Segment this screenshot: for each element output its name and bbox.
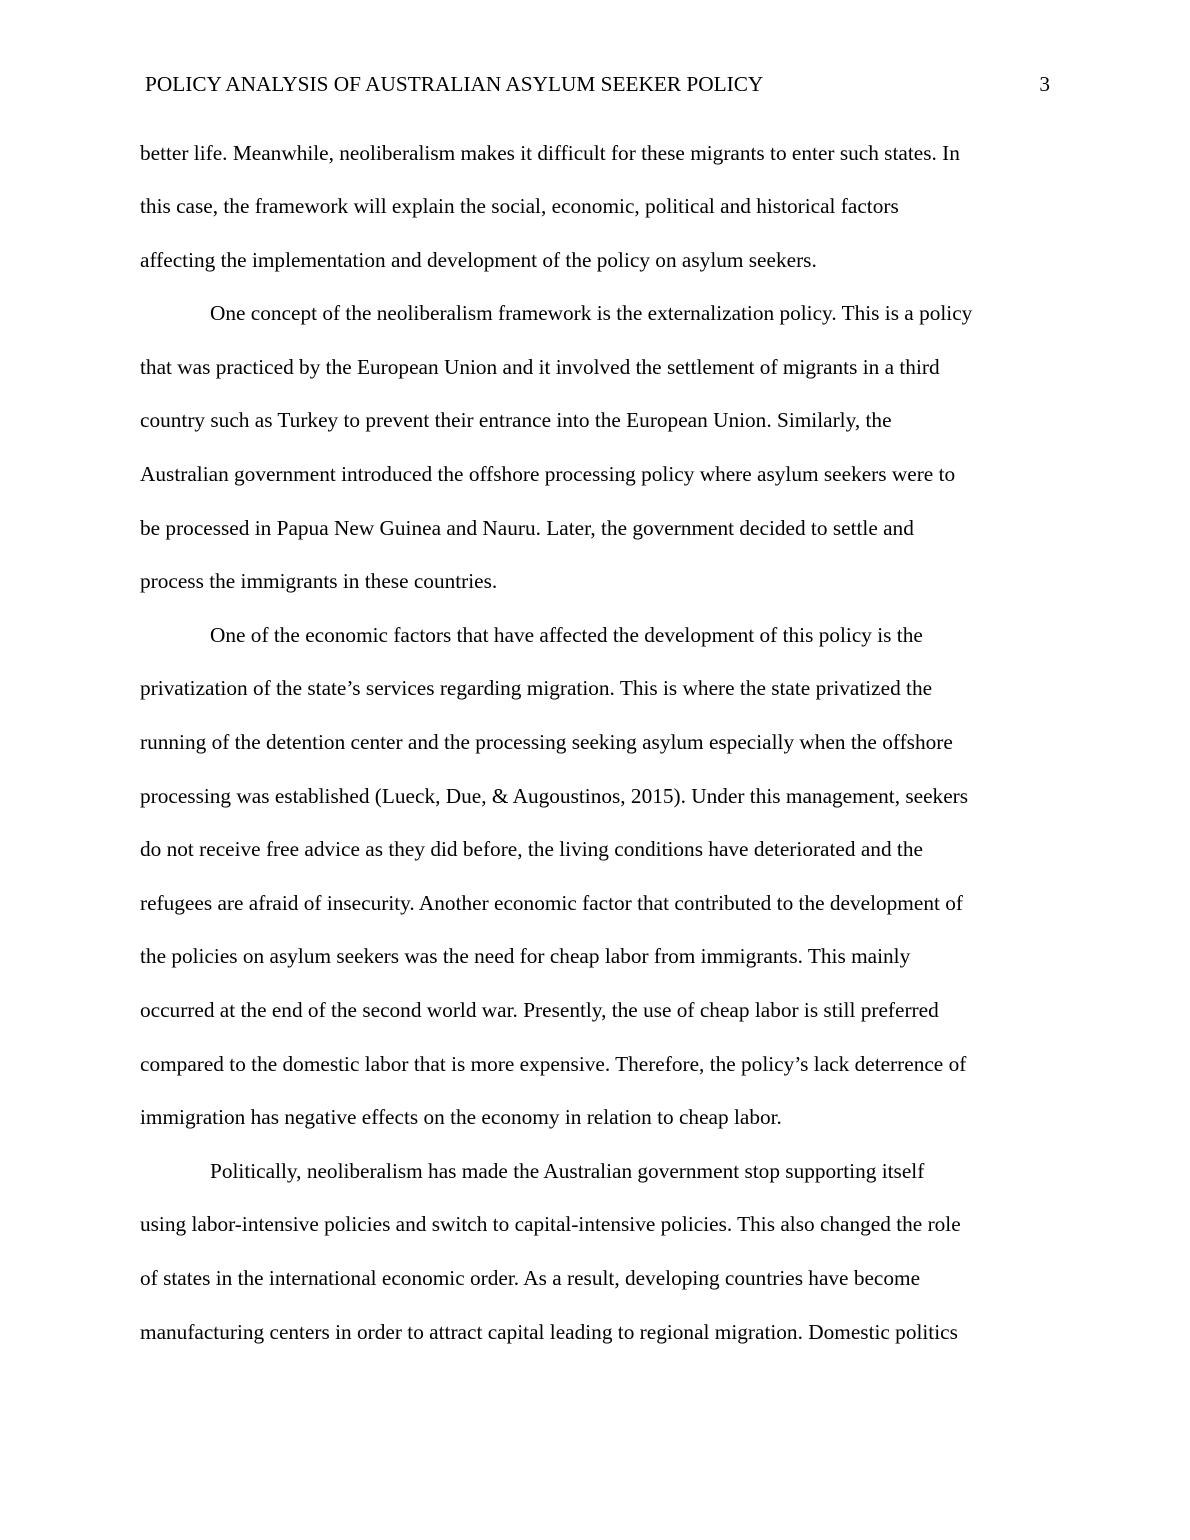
text-line: privatization of the state’s services regarding migration. This is where the state privatized the [140,676,933,701]
text-line: of states in the international economic order. As a result, developing countries have become [140,1265,921,1290]
paragraph-3 [140,609,1050,1145]
text-line: be processed in Papua New Guinea and Nauru. Later, the government decided to settle and [140,515,914,540]
text-line: that was practiced by the European Union and it involved the settlement of migrants in a third [140,354,940,379]
text-line: compared to the domestic labor that is more expensive. Therefore, the policy’s lack deterrence of [140,1051,967,1076]
text-line: Politically, neoliberalism has made the Australian government stop supporting itself [210,1158,925,1183]
paragraph-4 [140,1145,1050,1359]
page-number: 3 [1039,72,1050,96]
text-line: using labor-intensive policies and switch to capital-intensive policies. This also changed the role [140,1212,961,1237]
text-line: processing was established (Lueck, Due, & Augoustinos, 2015). Under this management, seekers [140,783,969,808]
text-line: do not receive free advice as they did before, the living conditions have deteriorated and the [140,837,923,862]
text-line: running of the detention center and the processing seeking asylum especially when the offshore [140,730,953,755]
body-text [140,127,1050,1360]
text-line: One of the economic factors that have affected the development of this policy is the [210,622,923,647]
text-line: occurred at the end of the second world war. Presently, the use of cheap labor is still preferred [140,998,939,1022]
text-line: the policies on asylum seekers was the need for cheap labor from immigrants. This mainly [140,944,911,969]
text-line: this case, the framework will explain the social, economic, political and historical factors [140,194,899,219]
text-line: refugees are afraid of insecurity. Another economic factor that contributed to the development of [140,890,963,915]
text-line: manufacturing centers in order to attract capital leading to regional migration. Domestic politics [140,1319,958,1344]
text-line: One concept of the neoliberalism framework is the externalization policy. This is a policy [210,301,973,326]
text-line: affecting the implementation and development of the policy on asylum seekers. [140,247,817,272]
text-line: immigration has negative effects on the economy in relation to cheap labor. [140,1105,782,1130]
text-line: country such as Turkey to prevent their entrance into the European Union. Similarly, the [140,408,892,433]
text-line: process the immigrants in these countries. [140,569,498,594]
text-line: better life. Meanwhile, neoliberalism makes it difficult for these migrants to enter such states. In [140,140,960,165]
paragraph-1 [140,127,1050,288]
paragraph-2 [140,287,1050,609]
text-line: Australian government introduced the offshore processing policy where asylum seekers were to [140,462,956,487]
running-head: POLICY ANALYSIS OF AUSTRALIAN ASYLUM SEEKER POLICY [145,72,764,96]
